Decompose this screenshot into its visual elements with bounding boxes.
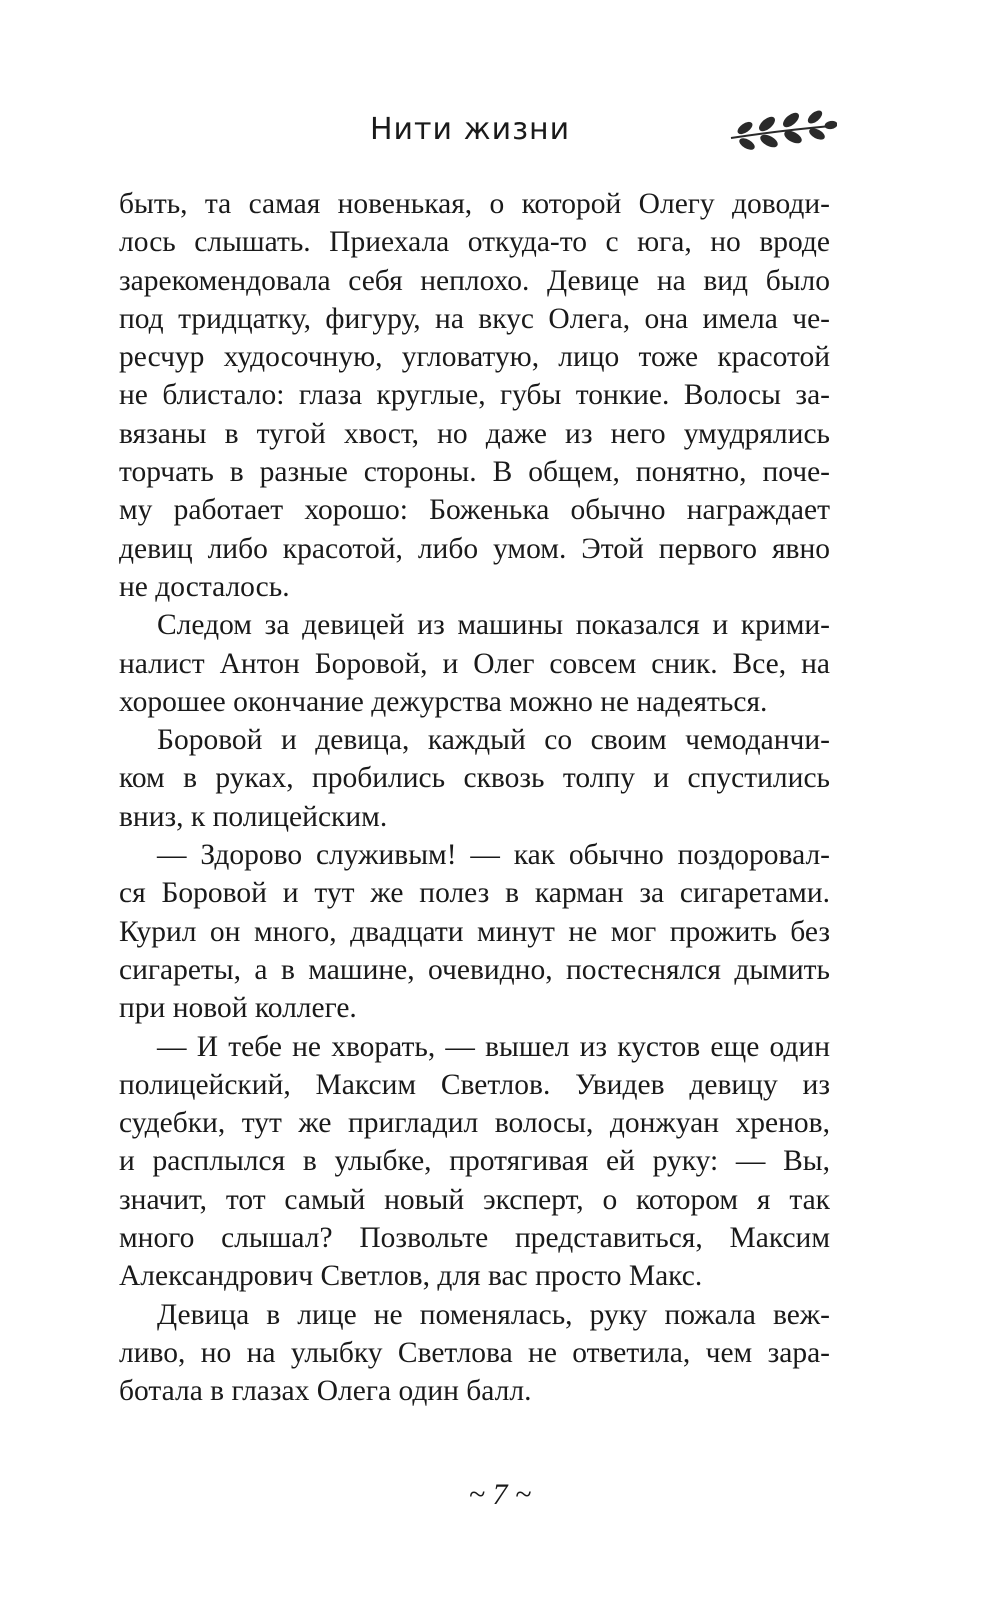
paragraph (119, 1296, 830, 1411)
text-line: полицейский, Максим Светлов. Увидев девицу из (119, 1068, 830, 1101)
text-line: Следом за девицей из машины показался и крими- (157, 609, 830, 642)
text-line: девиц либо красотой, либо умом. Этой первого явно (119, 532, 830, 565)
page-number: ~ 7 ~ (468, 1478, 532, 1511)
text-line: не досталось. (119, 570, 290, 603)
text-line: Александрович Светлов, для вас просто Макс. (119, 1260, 703, 1293)
text-line: ся Боровой и тут же полез в карман за сигаретами. (119, 877, 830, 910)
text-line: ресчур худосочную, угловатую, лицо тоже красотой (119, 341, 830, 374)
text-line: много слышал? Позвольте представиться, Максим (119, 1222, 830, 1255)
paragraph (119, 185, 830, 606)
text-line: ботала в глазах Олега один балл. (119, 1375, 532, 1408)
text-line: и расплылся в улыбке, протягивая ей руку: — Вы, (119, 1145, 830, 1178)
text-line: торчать в разные стороны. В общем, понятно, поче- (119, 456, 830, 489)
text-line: значит, тот самый новый эксперт, о котором я так (119, 1183, 830, 1216)
text-line: при новой коллеге. (119, 992, 357, 1025)
body-text (119, 185, 830, 1411)
paragraph (119, 836, 830, 1027)
text-line: хорошее окончание дежурства можно не надеяться. (119, 685, 768, 718)
running-title: Нити жизни (370, 112, 571, 147)
paragraph (119, 606, 830, 721)
text-line: под тридцатку, фигуру, на вкус Олега, она имела че- (119, 302, 830, 335)
paragraph (119, 1028, 830, 1296)
text-line: му работает хорошо: Боженька обычно награждает (119, 494, 830, 527)
text-line: ливо, но на улыбку Светлова не ответила, чем зара- (119, 1336, 830, 1369)
text-line: вязаны в тугой хвост, но даже из него умудрялись (119, 417, 830, 450)
paragraph (119, 721, 830, 836)
text-line: — Здорово служивым! — как обычно поздоровал- (157, 839, 830, 872)
text-line: налист Антон Боровой, и Олег совсем сник. Все, на (119, 647, 830, 680)
laurel-branch-icon (727, 108, 837, 156)
text-line: судебки, тут же пригладил волосы, донжуан хренов, (119, 1107, 830, 1140)
text-line: ком в руках, пробились сквозь толпу и спустились (119, 762, 830, 795)
text-line: лось слышать. Приехала откуда-то с юга, но вроде (119, 226, 830, 259)
text-line: зарекомендовала себя неплохо. Девице на вид было (119, 264, 830, 297)
text-line: Девица в лице не поменялась, руку пожала веж- (157, 1298, 830, 1331)
running-header (0, 100, 1000, 160)
text-line: вниз, к полицейским. (119, 800, 388, 833)
text-line: Боровой и девица, каждый со своим чемоданчи- (157, 724, 830, 757)
text-line: сигареты, а в машине, очевидно, постеснялся дымить (119, 953, 830, 986)
text-line: быть, та самая новенькая, о которой Олегу доводи- (119, 188, 830, 220)
text-line: — И тебе не хворать, — вышел из кустов еще один (157, 1030, 830, 1063)
text-line: Курил он много, двадцати минут не мог прожить без (119, 915, 830, 948)
text-line: не блистало: глаза круглые, губы тонкие. Волосы за- (119, 379, 830, 412)
